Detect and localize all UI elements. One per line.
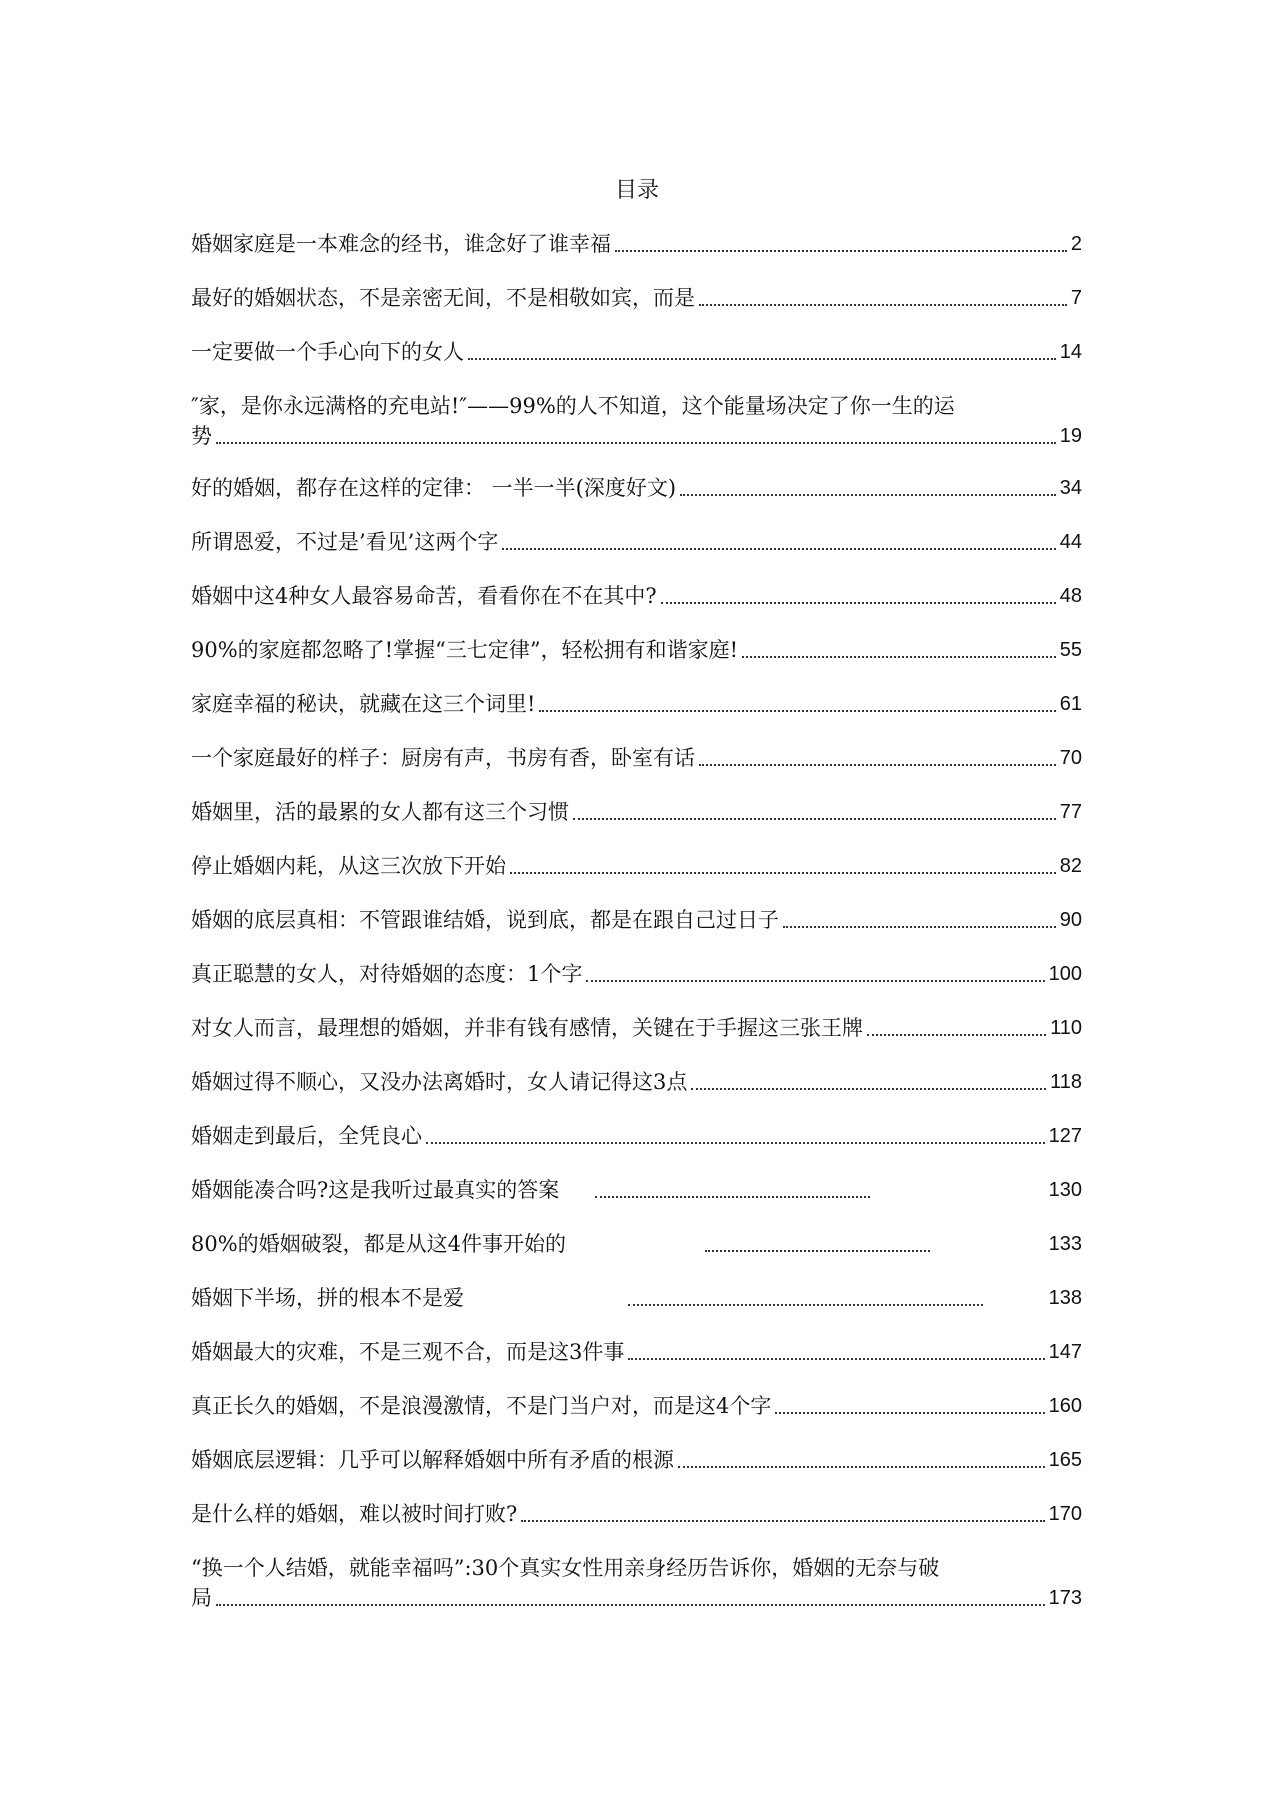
dot-leader	[573, 817, 1056, 820]
dot-leader	[539, 709, 1055, 712]
toc-entry[interactable]	[191, 581, 1082, 611]
toc-entry[interactable]	[191, 1013, 1082, 1043]
dot-leader	[216, 1603, 1045, 1606]
toc-entry-title: 婚姻过得不顺心，又没办法离婚时，女人请记得这3点	[191, 1070, 688, 1094]
toc-entry-title: 婚姻的底层真相：不管跟谁结婚，说到底，都是在跟自己过日子	[191, 908, 779, 932]
dot-leader	[468, 357, 1056, 360]
toc-entry-page: 48	[1059, 585, 1082, 607]
dot-leader	[867, 1033, 1046, 1036]
toc-entry-page: 82	[1059, 855, 1082, 877]
toc-entry-title-continued: 局	[191, 1586, 212, 1610]
dot-leader	[628, 1303, 983, 1306]
toc-entry-page: 138	[1048, 1287, 1082, 1309]
toc-entry[interactable]	[191, 959, 1082, 989]
dot-leader	[521, 1519, 1044, 1522]
toc-entry-page: 14	[1059, 341, 1082, 363]
toc-entry-page: 127	[1048, 1125, 1082, 1147]
toc-entry-title: 最好的婚姻状态，不是亲密无间，不是相敬如宾，而是	[191, 286, 695, 310]
toc-entry-page: 118	[1050, 1071, 1082, 1093]
toc-entry-title: 对女人而言，最理想的婚姻，并非有钱有感情，关键在于手握这三张王牌	[191, 1016, 863, 1040]
toc-entry[interactable]	[191, 851, 1082, 881]
toc-entry[interactable]	[191, 1337, 1082, 1367]
toc-entry[interactable]	[191, 1391, 1082, 1421]
toc-entry-title: 是什么样的婚姻，难以被时间打败?	[191, 1502, 518, 1526]
toc-entry-title: “换一个人结婚，就能幸福吗”:30个真实女性用亲身经历告诉你，婚姻的无奈与破	[191, 1556, 940, 1580]
toc-entry-title: 停止婚姻内耗，从这三次放下开始	[191, 854, 506, 878]
toc-entry[interactable]	[191, 689, 1082, 719]
toc-entry-title: 家庭幸福的秘诀，就藏在这三个词里!	[191, 692, 536, 716]
toc-entry-title: 一个家庭最好的样子：厨房有声，书房有香，卧室有话	[191, 746, 695, 770]
dot-leader	[595, 1195, 870, 1198]
dot-leader	[691, 1087, 1046, 1090]
toc-entry-title: 婚姻家庭是一本难念的经书，谁念好了谁幸福	[191, 232, 611, 256]
toc-entry-title: 婚姻中这4种女人最容易命苦，看看你在不在其中?	[191, 584, 657, 608]
toc-entry-title: 婚姻能凑合吗?这是我听过最真实的答案	[191, 1178, 560, 1202]
toc-entry-page: 55	[1059, 639, 1082, 661]
toc-entry-page: 130	[1048, 1179, 1082, 1201]
toc-entry[interactable]	[191, 337, 1082, 367]
dot-leader	[699, 763, 1056, 766]
dot-leader	[661, 601, 1056, 604]
toc-entry[interactable]	[191, 1229, 1082, 1259]
toc-entry-title: 婚姻最大的灾难，不是三观不合，而是这3件事	[191, 1340, 625, 1364]
dot-leader	[783, 925, 1056, 928]
toc-entry[interactable]	[191, 391, 1082, 451]
toc-entry-title: 好的婚姻，都存在这样的定律： 一半一半(深度好文)	[191, 476, 677, 500]
toc-entry-title: 90%的家庭都忽略了!掌握“三七定律”，轻松拥有和谐家庭!	[191, 638, 739, 662]
toc-entry-title: 所谓恩爱，不过是’看见’这两个字	[191, 530, 499, 554]
toc-entry-page: 61	[1059, 693, 1082, 715]
dot-leader	[216, 441, 1056, 444]
toc-entry-page: 7	[1070, 287, 1082, 309]
dot-leader	[678, 1465, 1045, 1468]
toc-entry[interactable]	[191, 905, 1082, 935]
toc-entry-page: 160	[1048, 1395, 1082, 1417]
toc-entry-page: 2	[1070, 233, 1082, 255]
toc-entry-page: 170	[1048, 1503, 1082, 1525]
toc-entry-page: 165	[1048, 1449, 1082, 1471]
toc-entry-page: 100	[1048, 963, 1082, 985]
page-title: 目录	[614, 178, 659, 203]
toc-entry[interactable]	[191, 1121, 1082, 1151]
toc-entry[interactable]	[191, 1283, 1082, 1313]
toc-entry-page: 90	[1059, 909, 1082, 931]
dot-leader	[742, 655, 1056, 658]
toc-entry-title-continued: 势	[191, 424, 212, 448]
toc-entry-title: 80%的婚姻破裂，都是从这4件事开始的	[191, 1232, 567, 1256]
toc-entry[interactable]	[191, 527, 1082, 557]
toc-entry-title: 一定要做一个手心向下的女人	[191, 340, 464, 364]
toc-entry[interactable]	[191, 1175, 1082, 1205]
toc-entry-page: 34	[1059, 477, 1082, 499]
toc-entry-page: 44	[1059, 531, 1082, 553]
toc-entry-title: 婚姻下半场，拼的根本不是爱	[191, 1286, 464, 1310]
toc-entry[interactable]	[191, 473, 1082, 503]
dot-leader	[705, 1249, 930, 1252]
dot-leader	[426, 1141, 1045, 1144]
toc-entry-page: 147	[1048, 1341, 1082, 1363]
dot-leader	[510, 871, 1056, 874]
toc-entry[interactable]	[191, 1445, 1082, 1475]
toc-entry[interactable]	[191, 1553, 1082, 1613]
toc-entry-title: 婚姻走到最后，全凭良心	[191, 1124, 422, 1148]
toc-entry-page: 110	[1050, 1017, 1082, 1039]
toc-entry[interactable]	[191, 743, 1082, 773]
dot-leader	[628, 1357, 1044, 1360]
toc-entry-title: 婚姻里，活的最累的女人都有这三个习惯	[191, 800, 569, 824]
toc-entry[interactable]	[191, 1499, 1082, 1529]
dot-leader	[775, 1411, 1044, 1414]
toc-entry-page: 77	[1059, 801, 1082, 823]
toc-entry-page: 133	[1048, 1233, 1082, 1255]
toc-entry-page: 19	[1059, 425, 1082, 447]
toc-entry[interactable]	[191, 283, 1082, 313]
dot-leader	[699, 303, 1067, 306]
toc-entry-title: 婚姻底层逻辑：几乎可以解释婚姻中所有矛盾的根源	[191, 1448, 674, 1472]
toc-entry[interactable]	[191, 797, 1082, 827]
toc-entry[interactable]	[191, 229, 1082, 259]
toc-entry-page: 173	[1048, 1587, 1082, 1609]
table-of-contents	[191, 229, 1082, 1635]
dot-leader	[502, 547, 1055, 550]
toc-entry-title: 真正聪慧的女人，对待婚姻的态度：1个字	[191, 962, 583, 986]
toc-entry-page: 70	[1059, 747, 1082, 769]
dot-leader	[680, 493, 1056, 496]
toc-entry[interactable]	[191, 635, 1082, 665]
dot-leader	[586, 979, 1044, 982]
dot-leader	[615, 249, 1067, 252]
toc-entry[interactable]	[191, 1067, 1082, 1097]
toc-entry-title: 真正长久的婚姻，不是浪漫激情，不是门当户对，而是这4个字	[191, 1394, 772, 1418]
toc-entry-title: ″家，是你永远满格的充电站!″——99%的人不知道，这个能量场决定了你一生的运	[191, 394, 955, 418]
